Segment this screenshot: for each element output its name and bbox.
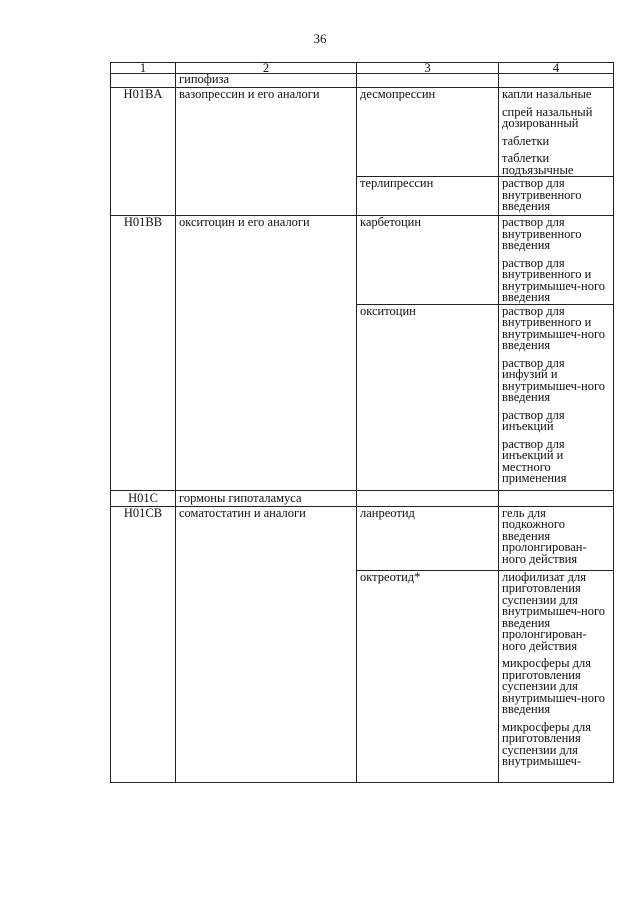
dosage-form: капли назальные	[502, 87, 592, 101]
substance-name: окситоцин	[357, 304, 499, 490]
substance-name: карбетоцин	[357, 216, 499, 305]
dosage-form: раствор для инъекций и местного применения	[502, 436, 567, 485]
column-header: 2	[176, 63, 357, 74]
dosage-forms	[499, 304, 614, 490]
drug-table	[110, 62, 614, 783]
dosage-forms	[499, 506, 614, 570]
atc-code	[111, 74, 176, 88]
atc-code: H01C	[111, 490, 176, 506]
table-row	[111, 490, 614, 506]
page-number: 36	[313, 31, 327, 46]
dosage-form: гель для подкожного введения пролонгирован-ного действия	[502, 505, 587, 566]
atc-code: H01CB	[111, 506, 176, 782]
table-row	[111, 216, 614, 305]
dosage-form: раствор для внутривенного и внутримышеч-ного введения	[502, 303, 606, 352]
column-header: 1	[111, 63, 176, 74]
substance-name	[357, 490, 499, 506]
table-row	[111, 88, 614, 177]
column-header: 3	[357, 63, 499, 74]
substance-name: десмопрессин	[357, 88, 499, 177]
dosage-forms	[499, 177, 614, 216]
dosage-form: раствор для инфузий и внутримышеч-ного введения	[502, 355, 606, 404]
substance-name: октреотид*	[357, 570, 499, 782]
dosage-form: таблетки	[502, 133, 550, 148]
dosage-form: таблетки подъязычные	[502, 151, 574, 177]
dosage-form: раствор для внутривенного введения	[502, 215, 582, 252]
group-name: вазопрессин и его аналоги	[176, 88, 357, 216]
group-name: соматостатин и аналоги	[176, 506, 357, 782]
table-row	[111, 506, 614, 570]
atc-code: H01BB	[111, 216, 176, 491]
column-header: 4	[499, 63, 614, 74]
dosage-forms	[499, 490, 614, 506]
dosage-forms	[499, 570, 614, 782]
substance-name	[357, 74, 499, 88]
dosage-forms	[499, 74, 614, 88]
dosage-form: микросферы для приготовления суспензии для внутримышеч-	[502, 719, 591, 768]
dosage-form: лиофилизат для приготовления суспензии для внутримышеч-ного введения пролонгирован-ного действия	[502, 569, 606, 653]
dosage-forms	[499, 216, 614, 305]
dosage-form: раствор для инъекций	[502, 407, 565, 433]
substance-name: терлипрессин	[357, 177, 499, 216]
dosage-form: спрей назальный дозированный	[502, 104, 593, 130]
substance-name: ланреотид	[357, 506, 499, 570]
dosage-forms	[499, 88, 614, 177]
dosage-form: микросферы для приготовления суспензии для внутримышеч-ного введения	[502, 656, 606, 716]
atc-code: H01BA	[111, 88, 176, 216]
group-name: окситоцин и его аналоги	[176, 216, 357, 491]
dosage-form: раствор для внутривенного и внутримышеч-ного введения	[502, 255, 606, 304]
group-name: гипофиза	[176, 74, 357, 88]
group-name: гормоны гипоталамуса	[176, 490, 357, 506]
table-row	[111, 74, 614, 88]
dosage-form: раствор для внутривенного введения	[502, 176, 582, 213]
